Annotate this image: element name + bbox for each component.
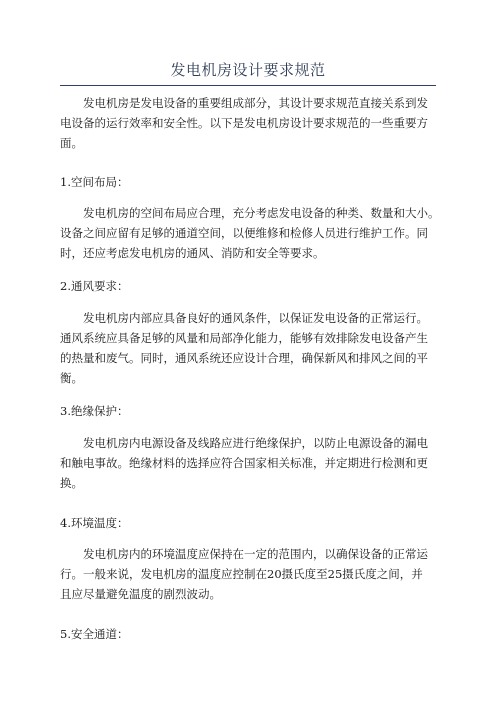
section-heading: 2.通风要求： — [60, 279, 129, 293]
paragraph-line: 行。一般来说，发电机房的温度应控制在20摄氏度至25摄氏度之间，并 — [60, 567, 423, 581]
paragraph-line: 的热量和废气。同时，通风系统还应设计合理，确保新风和排风之间的平 — [60, 351, 428, 365]
paragraph-line: 和触电事故。绝缘材料的选择应符合国家相关标准，并定期进行检测和更 — [60, 456, 428, 470]
section-heading: 1.空间布局： — [60, 175, 129, 189]
paragraph-line: 衡。 — [60, 371, 83, 385]
intro-line: 面。 — [60, 136, 83, 150]
intro-paragraph — [60, 93, 444, 153]
paragraph-line: 发电机房内部应具备良好的通风条件，以保证发电设备的正常运行。 — [83, 311, 428, 325]
section-paragraph — [60, 308, 444, 388]
intro-line: 电设备的运行效率和安全性。以下是发电机房设计要求规范的一些重要方 — [60, 116, 428, 130]
paragraph-line: 时，还应考虑发电机房的通风、消防和安全等要求。 — [60, 246, 325, 260]
paragraph-line: 发电机房内电源设备及线路应进行绝缘保护，以防止电源设备的漏电 — [83, 436, 428, 450]
section-paragraph — [60, 544, 444, 604]
paragraph-line: 发电机房内的环境温度应保持在一定的范围内，以确保设备的正常运 — [83, 547, 428, 561]
title-divider — [60, 85, 436, 86]
paragraph-line: 发电机房的空间布局应合理，充分考虑发电设备的种类、数量和大小。 — [83, 206, 440, 220]
paragraph-line: 且应尽量避免温度的剧烈波动。 — [60, 587, 221, 601]
intro-line: 发电机房是发电设备的重要组成部分，其设计要求规范直接关系到发 — [83, 96, 428, 110]
section-heading: 3.绝缘保护： — [60, 404, 129, 418]
section-paragraph — [60, 433, 444, 493]
paragraph-line: 换。 — [60, 476, 83, 490]
section-heading: 5.安全通道： — [60, 627, 129, 641]
paragraph-line: 通风系统应具备足够的风量和局部净化能力，能够有效排除发电设备产生 — [60, 331, 428, 345]
paragraph-line: 设备之间应留有足够的通道空间，以便维修和检修人员进行维护工作。同 — [60, 226, 428, 240]
section-paragraph — [60, 203, 444, 263]
section-heading: 4.环境温度： — [60, 516, 129, 530]
document-title: 发电机房设计要求规范 — [170, 61, 326, 79]
